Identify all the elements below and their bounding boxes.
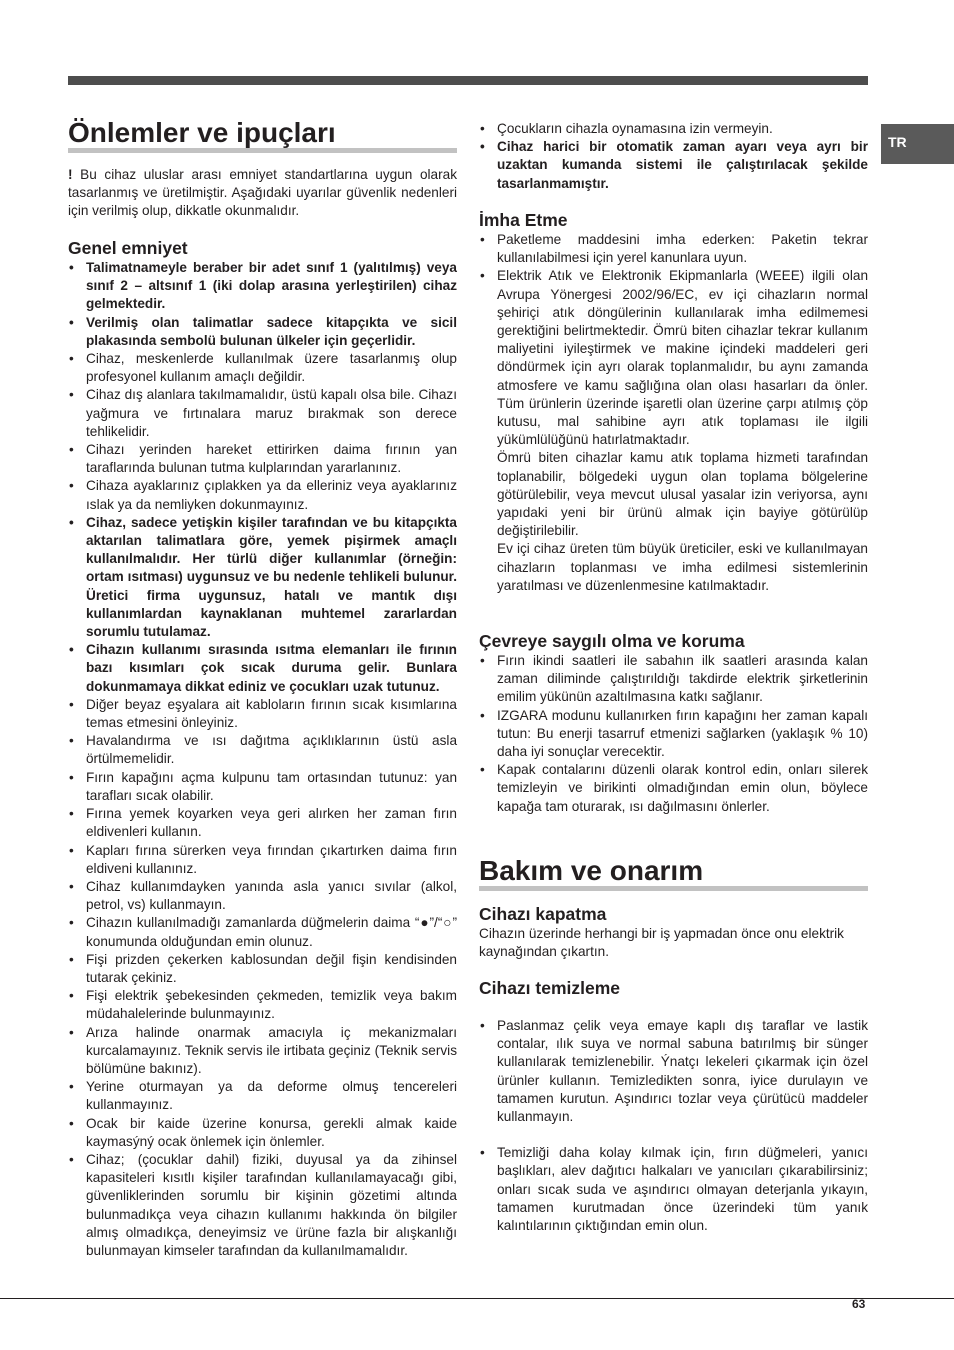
list-item: • Fişi elektrik şebekesinden çekmeden, temizlik veya bakım müdahalelerinde bulunmayınız. [68, 987, 457, 1023]
page-number: 63 [852, 1297, 866, 1311]
subsection-title-cleaning: Cihazı temizleme [479, 978, 621, 998]
children-list [479, 120, 868, 193]
list-item: • Fırın ikindi saatleri ile sabahın ilk saatleri arasında kalan zaman diliminde çalıştırıldığı takdirde elektrik şirketlerinin emilim yükünün azaltılmasına katkı sağlanır. [479, 652, 868, 707]
list-item: • Cihazın kullanılmadığı zamanlarda düğmelerin daima “●”/“○” konumunda olduğundan emin olunuz. [68, 914, 457, 950]
list-item: • Arıza halinde onarmak amacıyla iç mekanizmaları kurcalamayınız. Teknik servis ile irtibata geçiniz (Teknik servis bölümüne bakınız). [68, 1024, 457, 1079]
intro-block [68, 166, 457, 221]
disposal-list [479, 231, 868, 449]
language-tab: TR [881, 124, 954, 164]
list-item: • Verilmiş olan talimatlar sadece kitapçıkta ve sicil plakasında sembolü bulunan ülkeler için geçerlidir. [68, 314, 457, 350]
list-item: • Fırın kapağını açma kulpunu tam ortasından tutunuz: yan tarafları sıcak olabilir. [68, 769, 457, 805]
list-item: • Havalandırma ve ısı dağıtma açıklıklarının üstü asla örtülmemelidir. [68, 732, 457, 768]
list-item: • Cihaz dış alanlara takılmamalıdır, üstü kapalı olsa bile. Cihazı yağmura ve fırtınalara maruz bırakmak son derece tehlikelidir. [68, 386, 457, 441]
section-title-precautions: Önlemler ve ipuçları [68, 118, 457, 153]
list-item: • Paslanmaz çelik veya emaye kaplı dış taraflar ve lastik contalar, ılık suya ve normal sabuna batırılmış bir sünger kullanılarak temizlenebilir. Ýnatçı lekeleri çıkarmak için özel ürünler kullanın. Temizledikten sonra, iyice durulayın ve tamamen kurutun. Aşındırıcı tozlar veya çürütücü maddeler kullanmayın. [479, 1017, 868, 1126]
warning-mark: ! [68, 167, 73, 182]
footer-rule [0, 1298, 954, 1299]
power-off-text: Cihazın üzerinde herhangi bir iş yapmadan önce onu elektrik kaynağından çıkartın. [479, 926, 844, 960]
list-item: • Cihaz kullanımdayken yanında asla yanıcı sıvılar (alkol, petrol, vs) kullanmayın. [68, 878, 457, 914]
intro-paragraph [68, 166, 457, 221]
list-item: • IZGARA modunu kullanırken fırın kapağını her zaman kapalı tutun: Bu enerji tasarruf etmenizi sağlarken (yaklaşık % 10) daha iyi sonuçlar verecektir. [479, 707, 868, 762]
disposal-paragraph-1: Ömrü biten cihazlar kamu atık toplama hizmeti tarafından toplanabilir, bölgedeki uygun olan toplama bölgelerine götürülebilir, veya mevcut ulusal yasalar izin veriyorsa, aynı yapıdaki yeni bir ürünü almak için bayiye götürülüp değiştirilebilir. [497, 450, 868, 539]
list-item: • Fırına yemek koyarken veya geri alırken her zaman fırın eldivenleri kullanın. [68, 805, 457, 841]
disposal-paragraph-2: Ev içi cihaz üreten tüm büyük üreticiler, eski ve kullanılmayan cihazların toplanması ve imha edilmesi sistemlerinin yaratılması ve düzenlenmesine katılmaktadır. [497, 541, 868, 593]
list-item: • Cihaz, meskenlerde kullanılmak üzere tasarlanmış olup profesyonel kullanım amaçlı değildir. [68, 350, 457, 386]
list-item: • Cihaz, sadece yetişkin kişiler tarafından ve bu kitapçıkta aktarılan talimatlara göre, yemek pişirmek amaçlı kullanılmalıdır. Her türlü diğer kullanımlar (örneğin: ortam ısıtması) uygunsuz ve bu nedenle tehlikeli bulunur. Üretici firma uygunsuz, hatalı ve mantık dışı kullanımlardan kaynaklanan muhtemel zararlardan sorumlu tutulamaz. [68, 514, 457, 641]
subsection-title-general-safety: Genel emniyet [68, 238, 188, 258]
general-safety-list [68, 259, 457, 1260]
list-item: • Talimatnameyle beraber bir adet sınıf 1 (yalıtılmış) veya sınıf 2 – altsınıf 1 (iki dolap arasına yerleştirilen) cihaz gelmektedir. [68, 259, 457, 314]
list-item: • Cihazı yerinden hareket ettirirken daima fırının yan taraflarında bulunan tutma kulplarından yararlanınız. [68, 441, 457, 477]
header-rule [68, 76, 868, 85]
cleaning-list [479, 1017, 868, 1235]
list-item: • Cihaz harici bir otomatik zaman ayarı veya ayrı bir uzaktan kumanda sistemi ile çalıştırılacak şekilde tasarlanmamıştır. [479, 138, 868, 193]
list-item: • Yerine oturmayan ya da deforme olmuş tencereleri kullanmayınız. [68, 1078, 457, 1114]
section-title-maintenance: Bakım ve onarım [479, 856, 868, 891]
list-item: • Ocak bir kaide üzerine konursa, gerekli almak kaide kaymasýný ocak önlemek için önlemler. [68, 1115, 457, 1151]
list-item: • Kapak contalarını düzenli olarak kontrol edin, onları silerek temizleyin ve birikinti olmadığından emin olun, böylece kapağa tam oturarak, ısı dağılmasını önlerler. [479, 761, 868, 816]
list-item: • Çocukların cihazla oynamasına izin vermeyin. [479, 120, 868, 138]
list-item: • Kapları fırına sürerken veya fırından çıkartırken daima fırın eldiveni kullanınız. [68, 842, 457, 878]
list-item: • Cihaza ayaklarınız çıplakken ya da elleriniz veya ayaklarınız ıslak ya da nemliyken dokunmayınız. [68, 477, 457, 513]
list-item: • Cihaz; (çocuklar dahil) fiziki, duyusal ya da zihinsel kapasiteleri kısıtlı kişiler tarafından kullanılamayacağı gibi, güvenliklerinden sorumlu bir kişinin gözetimi altında bulunmadıkça veya cihazın kullanımı hakkında ön bilgiler almış olmadıkça, deneyimsiz ve ürüne fazla bir alışkanlığı bulunmayan kimseler tarafından da kullanılmamalıdır. [68, 1151, 457, 1260]
power-off-block [479, 925, 868, 961]
list-item: • Diğer beyaz eşyalara ait kabloların fırının sıcak kısımlarına temas etmesini önleyiniz. [68, 696, 457, 732]
disposal-block [479, 231, 868, 595]
environment-list [479, 652, 868, 816]
list-item: • Fişi prizden çekerken kablosundan değil fişin kendisinden tutarak çekiniz. [68, 951, 457, 987]
subsection-title-power-off: Cihazı kapatma [479, 904, 607, 924]
subsection-title-disposal: İmha Etme [479, 210, 568, 230]
list-item: • Elektrik Atık ve Elektronik Ekipmanlarla (WEEE) ilgili olan Avrupa Yönergesi 2002/96/EC, ev içi cihazların normal şehiriçi atık döngülerinin kullanılarak imha edilmemesi gerektiğini belirtmektedir. Ömrü biten cihazlar tekrar kullanım maliyetini iyileştirmek ve makine içindeki maddeleri geri döndürmek için ayrı olarak toplanmalıdır, bu aynı zamanda atmosfere ve kamu sağlığına olan olası hasarları da önler. Tüm ürünlerin üzerinde işaretli olan üzerine çarpı atılmış çöp kutusu, mal sahibine ayrı atık toplaması ile ilgili yükümlülüğünü hatırlatmaktadır. [479, 267, 868, 449]
list-item: • Temizliği daha kolay kılmak için, fırın düğmeleri, yanıcı başlıkları, alev dağıtıcı halkaları ve yanıcıları çıkarabilirsiniz; onları sıcak suda ve aşındırıcı olmayan deterjanla yıkayın, tamamen kurutmadan önce üzerindeki tüm yanık kalıntılarının çıktığından emin olun. [479, 1144, 868, 1235]
intro-text: Bu cihaz uluslar arası emniyet standartlarına uygun olarak tasarlanmış ve üretilmiştir. Aşağıdaki uyarılar güvenlik nedenleri için verilmiş olup, dikkatle okunmalıdır. [68, 167, 457, 219]
list-item: • Cihazın kullanımı sırasında ısıtma elemanları ile fırının bazı kısımları çok sıcak duruma gelir. Bunlara dokunmamaya dikkat ediniz ve çocukları uzak tutunuz. [68, 641, 457, 696]
list-item: • Paketleme maddesini imha ederken: Paketin tekrar kullanılabilmesi için yerel kanunlara uyun. [479, 231, 868, 267]
subsection-title-environment: Çevreye saygılı olma ve koruma [479, 631, 745, 651]
